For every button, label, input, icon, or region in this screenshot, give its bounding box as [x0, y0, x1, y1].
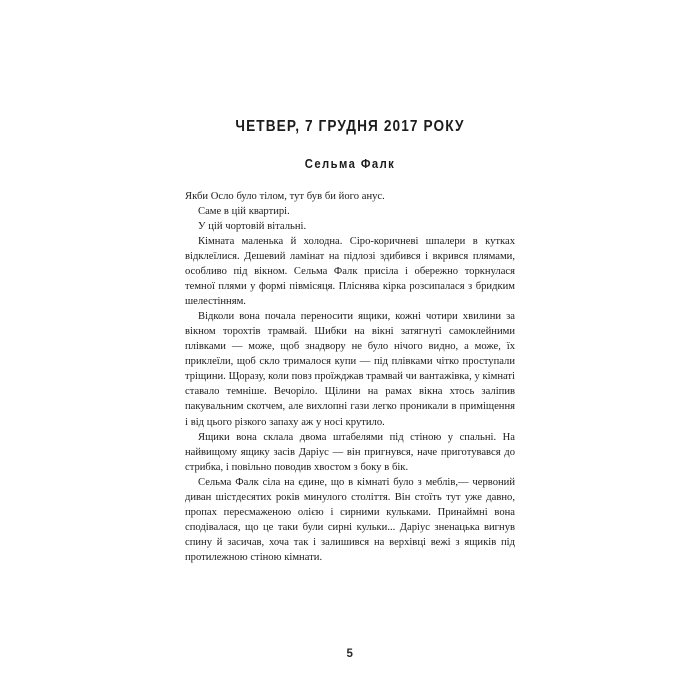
paragraph: Кімната маленька й холодна. Сіро-коричневі шпалери в кутках відклеїлися. Дешевий ламінат на підлозі здибився і вкрився плямами, особливо під вікном. Сельма Фалк присіла і обережно торкнулася темної плями у формі півмісяця. Пліснява кірка розсипалася з бридким шелестінням.: [185, 235, 515, 308]
chapter-heading: ЧЕТВЕР, 7 ГРУДНЯ 2017 РОКУ: [235, 118, 465, 135]
paragraph: Ящики вона склала двома штабелями під стіною у спальні. На найвищому ящику засів Даріус — він пригнувся, наче приготувався до стрибка, і повільно поводив хвостом з боку в бік.: [185, 431, 515, 473]
paragraph: Відколи вона почала переносити ящики, кожні чотири хвилини за вікном торохтів трамвай. Шибки на вікні затягнуті самоклейними плівками — може, щоб знадвору не було нічого видно, а може, їх приклеїли, щоб скло трималося купи — під плівками чітко проступали тріщини. Щоразу, коли повз проїжджав трамвай чи вантажівка, у кімнаті ставало темніше. Вечоріло. Щілини на рамах вікна хтось заліпив пакувальним скотчем, але вихлопні гази легко проникали в приміщення і від цього різкого запаху аж у носі крутило.: [185, 311, 515, 428]
body-text-block: [185, 172, 515, 565]
chapter-subheading: Сельма Фалк: [304, 157, 396, 172]
page-content: [185, 0, 515, 565]
paragraph: Саме в цій квартирі.: [198, 205, 290, 217]
paragraph: У цій чортовій вітальні.: [198, 220, 307, 232]
paragraph: Якби Осло було тілом, тут був би його анус.: [185, 190, 385, 202]
page-number: 5: [346, 648, 354, 660]
paragraph: Сельма Фалк сіла на єдине, що в кімнаті було з меблів,— червоний диван шістдесятих років минулого століття. Він стоїть тут уже давно, пропах пересмаженою олією і сирними кульками. Принаймні вона сподівалася, що це таки були сирні кульки... Даріус зненацька вигнув спину й засичав, хоча так і залишився на верхівці вежі з ящиків під протилежною стіною кімнати.: [185, 476, 515, 563]
